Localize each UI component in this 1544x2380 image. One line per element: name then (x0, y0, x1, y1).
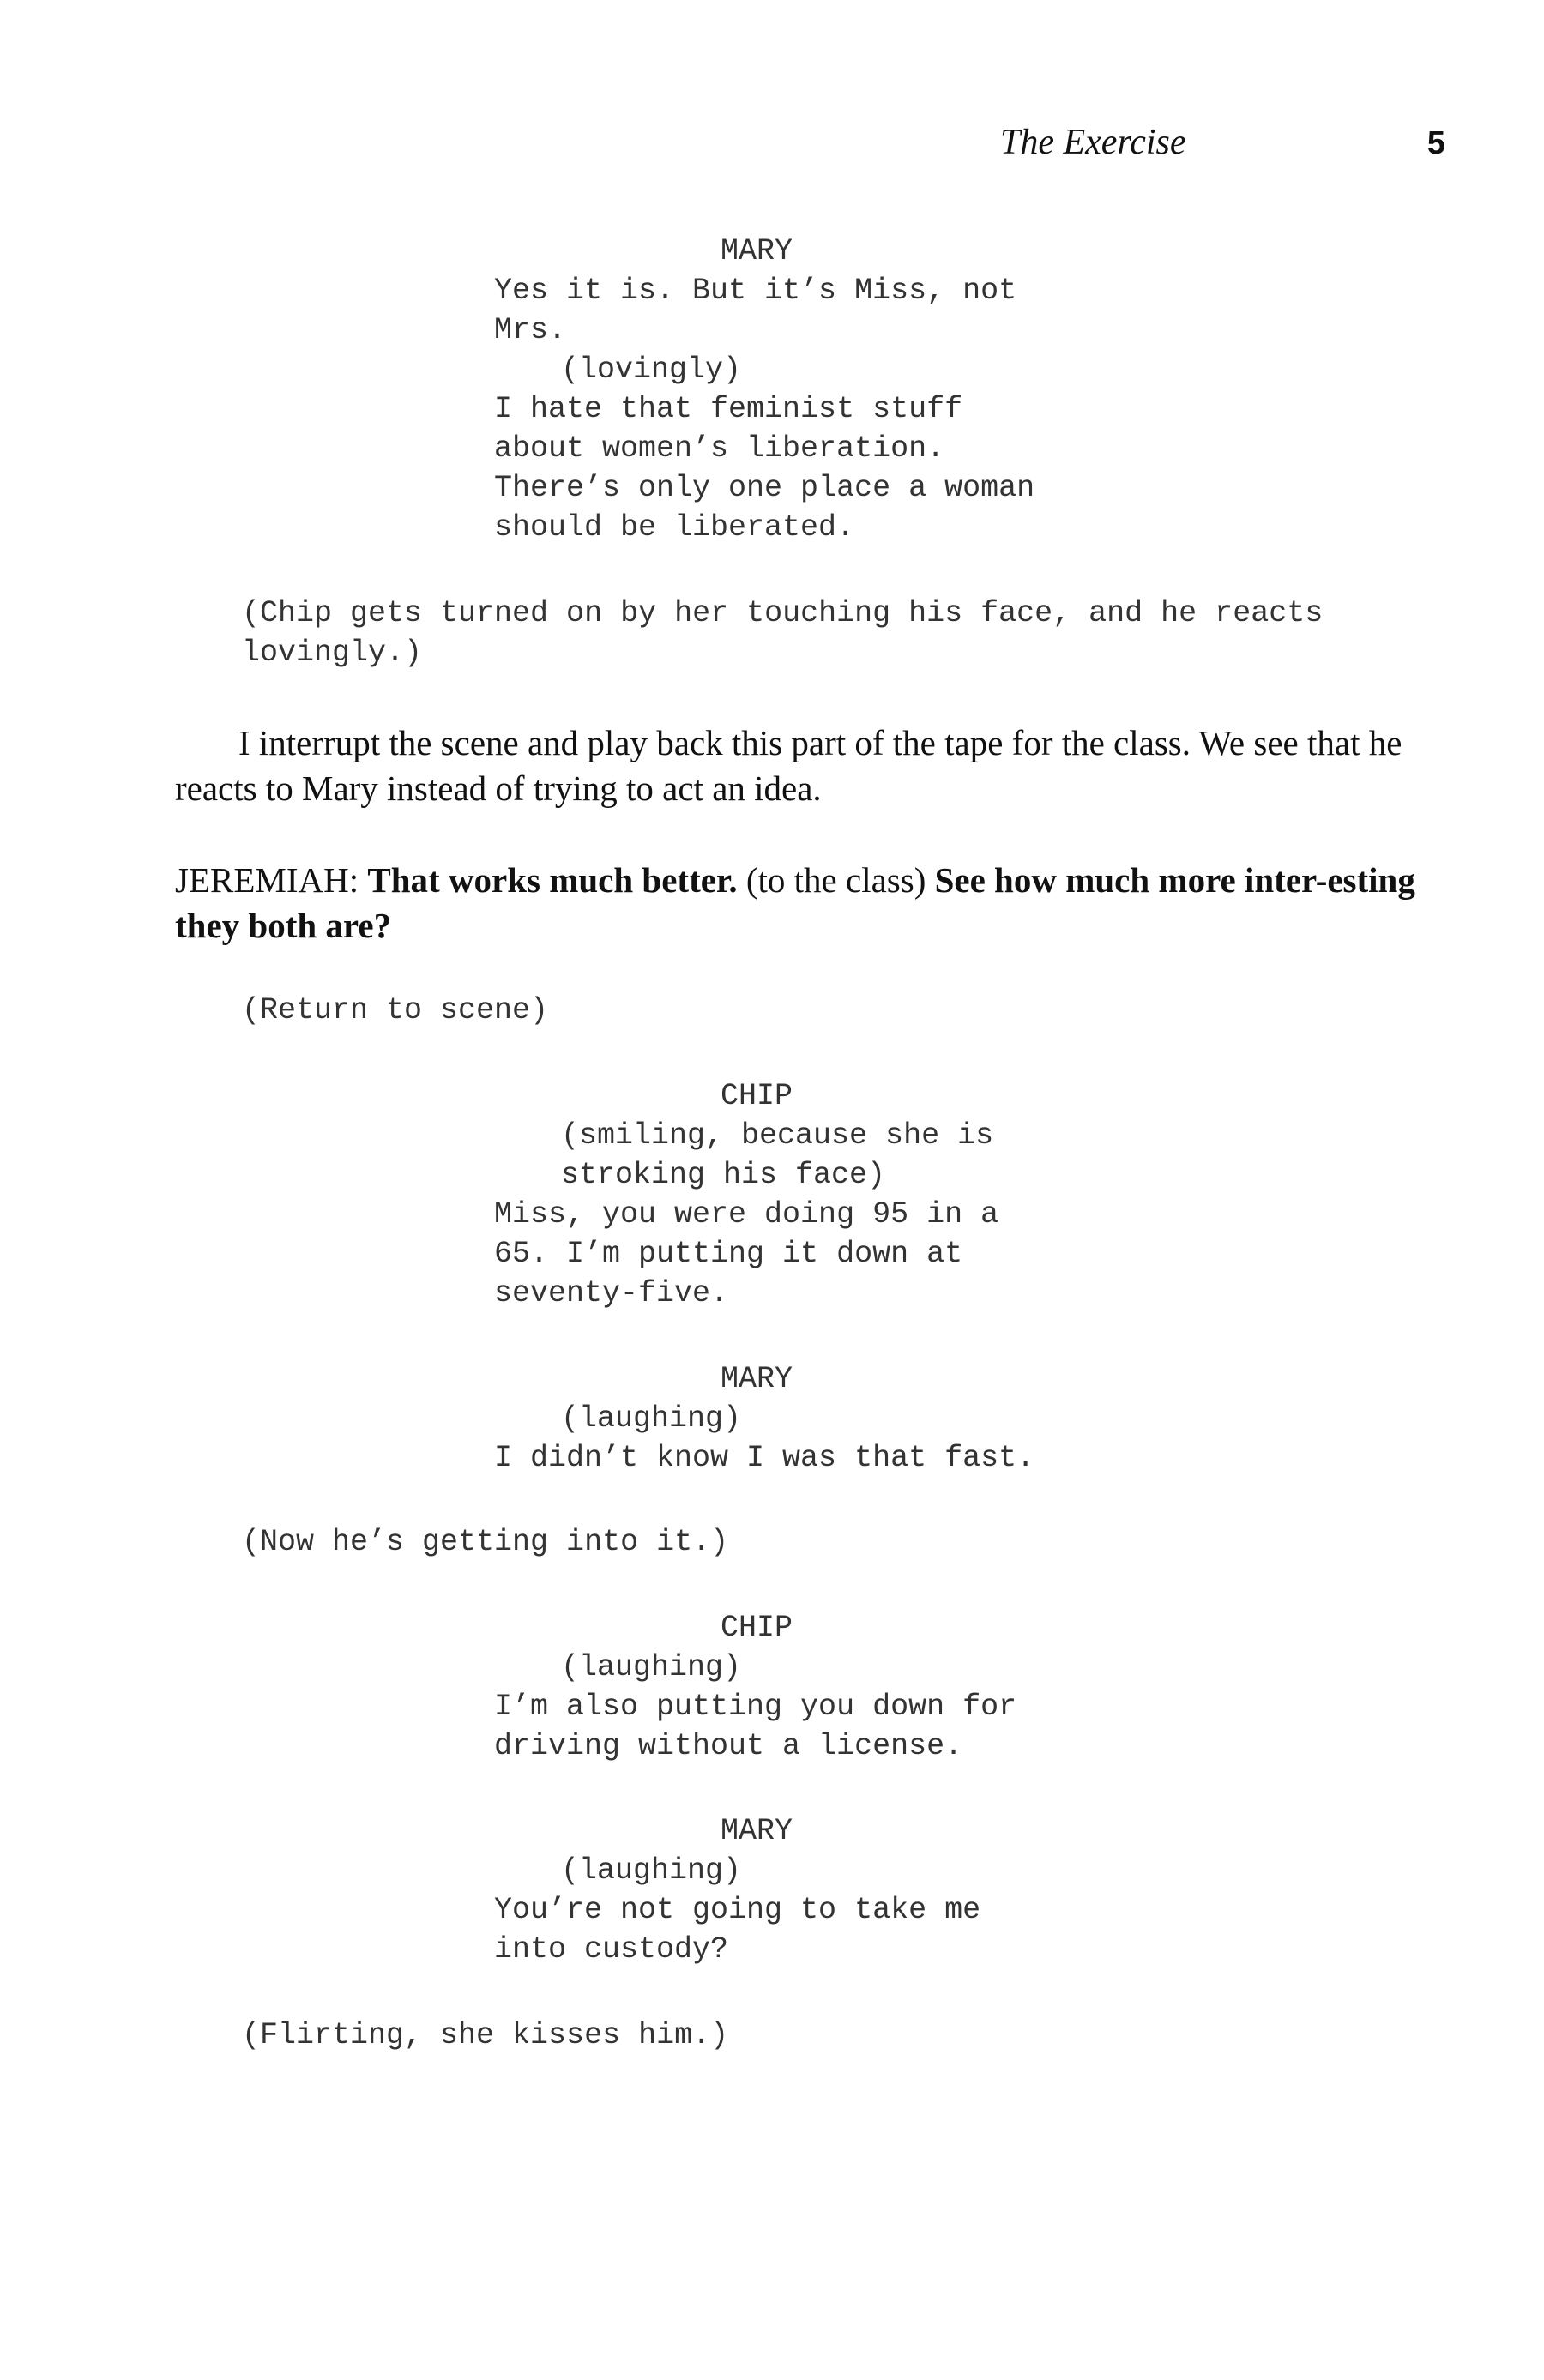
prose-paragraph-jeremiah (175, 858, 1417, 949)
character-name-mary: MARY (721, 1814, 793, 1848)
dialogue-line: 65. I’m putting it down at (494, 1237, 963, 1271)
dialogue-line: seventy-five. (494, 1276, 729, 1311)
parenthetical: (laughing) (561, 1853, 742, 1888)
parenthetical: (laughing) (561, 1401, 742, 1436)
bold-speech: That works much better. (367, 860, 738, 900)
dialogue-line: I’m also putting you down for (494, 1690, 1017, 1724)
dialogue-line: driving without a license. (494, 1729, 963, 1763)
dialogue-line: Miss, you were doing 95 in a (494, 1197, 999, 1232)
stage-direction: (Chip gets turned on by her touching his face, and he reacts (242, 596, 1324, 630)
character-name-mary: MARY (721, 1362, 793, 1396)
parenthetical: (lovingly) (561, 352, 742, 387)
stage-direction: (Flirting, she kisses him.) (242, 2018, 729, 2052)
dialogue-line: into custody? (494, 1932, 729, 1967)
bold-speech: See how much more inter-esting they both are? (175, 860, 1415, 945)
speaker-name: JEREMIAH: (175, 860, 359, 900)
parenthetical: (laughing) (561, 1650, 742, 1684)
stage-direction: (Return to scene) (242, 993, 549, 1027)
dialogue-line: I didn’t know I was that fast. (494, 1441, 1035, 1475)
character-name-mary: MARY (721, 234, 793, 268)
character-name-chip: CHIP (721, 1611, 793, 1645)
parenthetical: stroking his face) (561, 1158, 886, 1192)
dialogue-line: Mrs. (494, 313, 567, 347)
aside-text: (to the class) (745, 860, 926, 900)
dialogue-line: about women’s liberation. (494, 431, 945, 466)
dialogue-line: Yes it is. But it’s Miss, not (494, 274, 1017, 308)
character-name-chip: CHIP (721, 1079, 793, 1113)
dialogue-line: should be liberated. (494, 510, 855, 545)
dialogue-line: You’re not going to take me (494, 1893, 981, 1927)
stage-direction: lovingly.) (242, 636, 423, 670)
prose-text: I interrupt the scene and play back this part of the tape for the class. We see that he reacts to Mary instead of trying to act an idea. (175, 723, 1402, 808)
page-number: 5 (1426, 125, 1445, 161)
dialogue-line: I hate that feminist stuff (494, 392, 963, 426)
parenthetical: (smiling, because she is (561, 1118, 994, 1153)
prose-paragraph (175, 720, 1417, 811)
running-header-title: The Exercise (1000, 123, 1186, 162)
stage-direction: (Now he’s getting into it.) (242, 1525, 729, 1559)
prose-text (175, 858, 1417, 949)
dialogue-line: There’s only one place a woman (494, 471, 1035, 505)
